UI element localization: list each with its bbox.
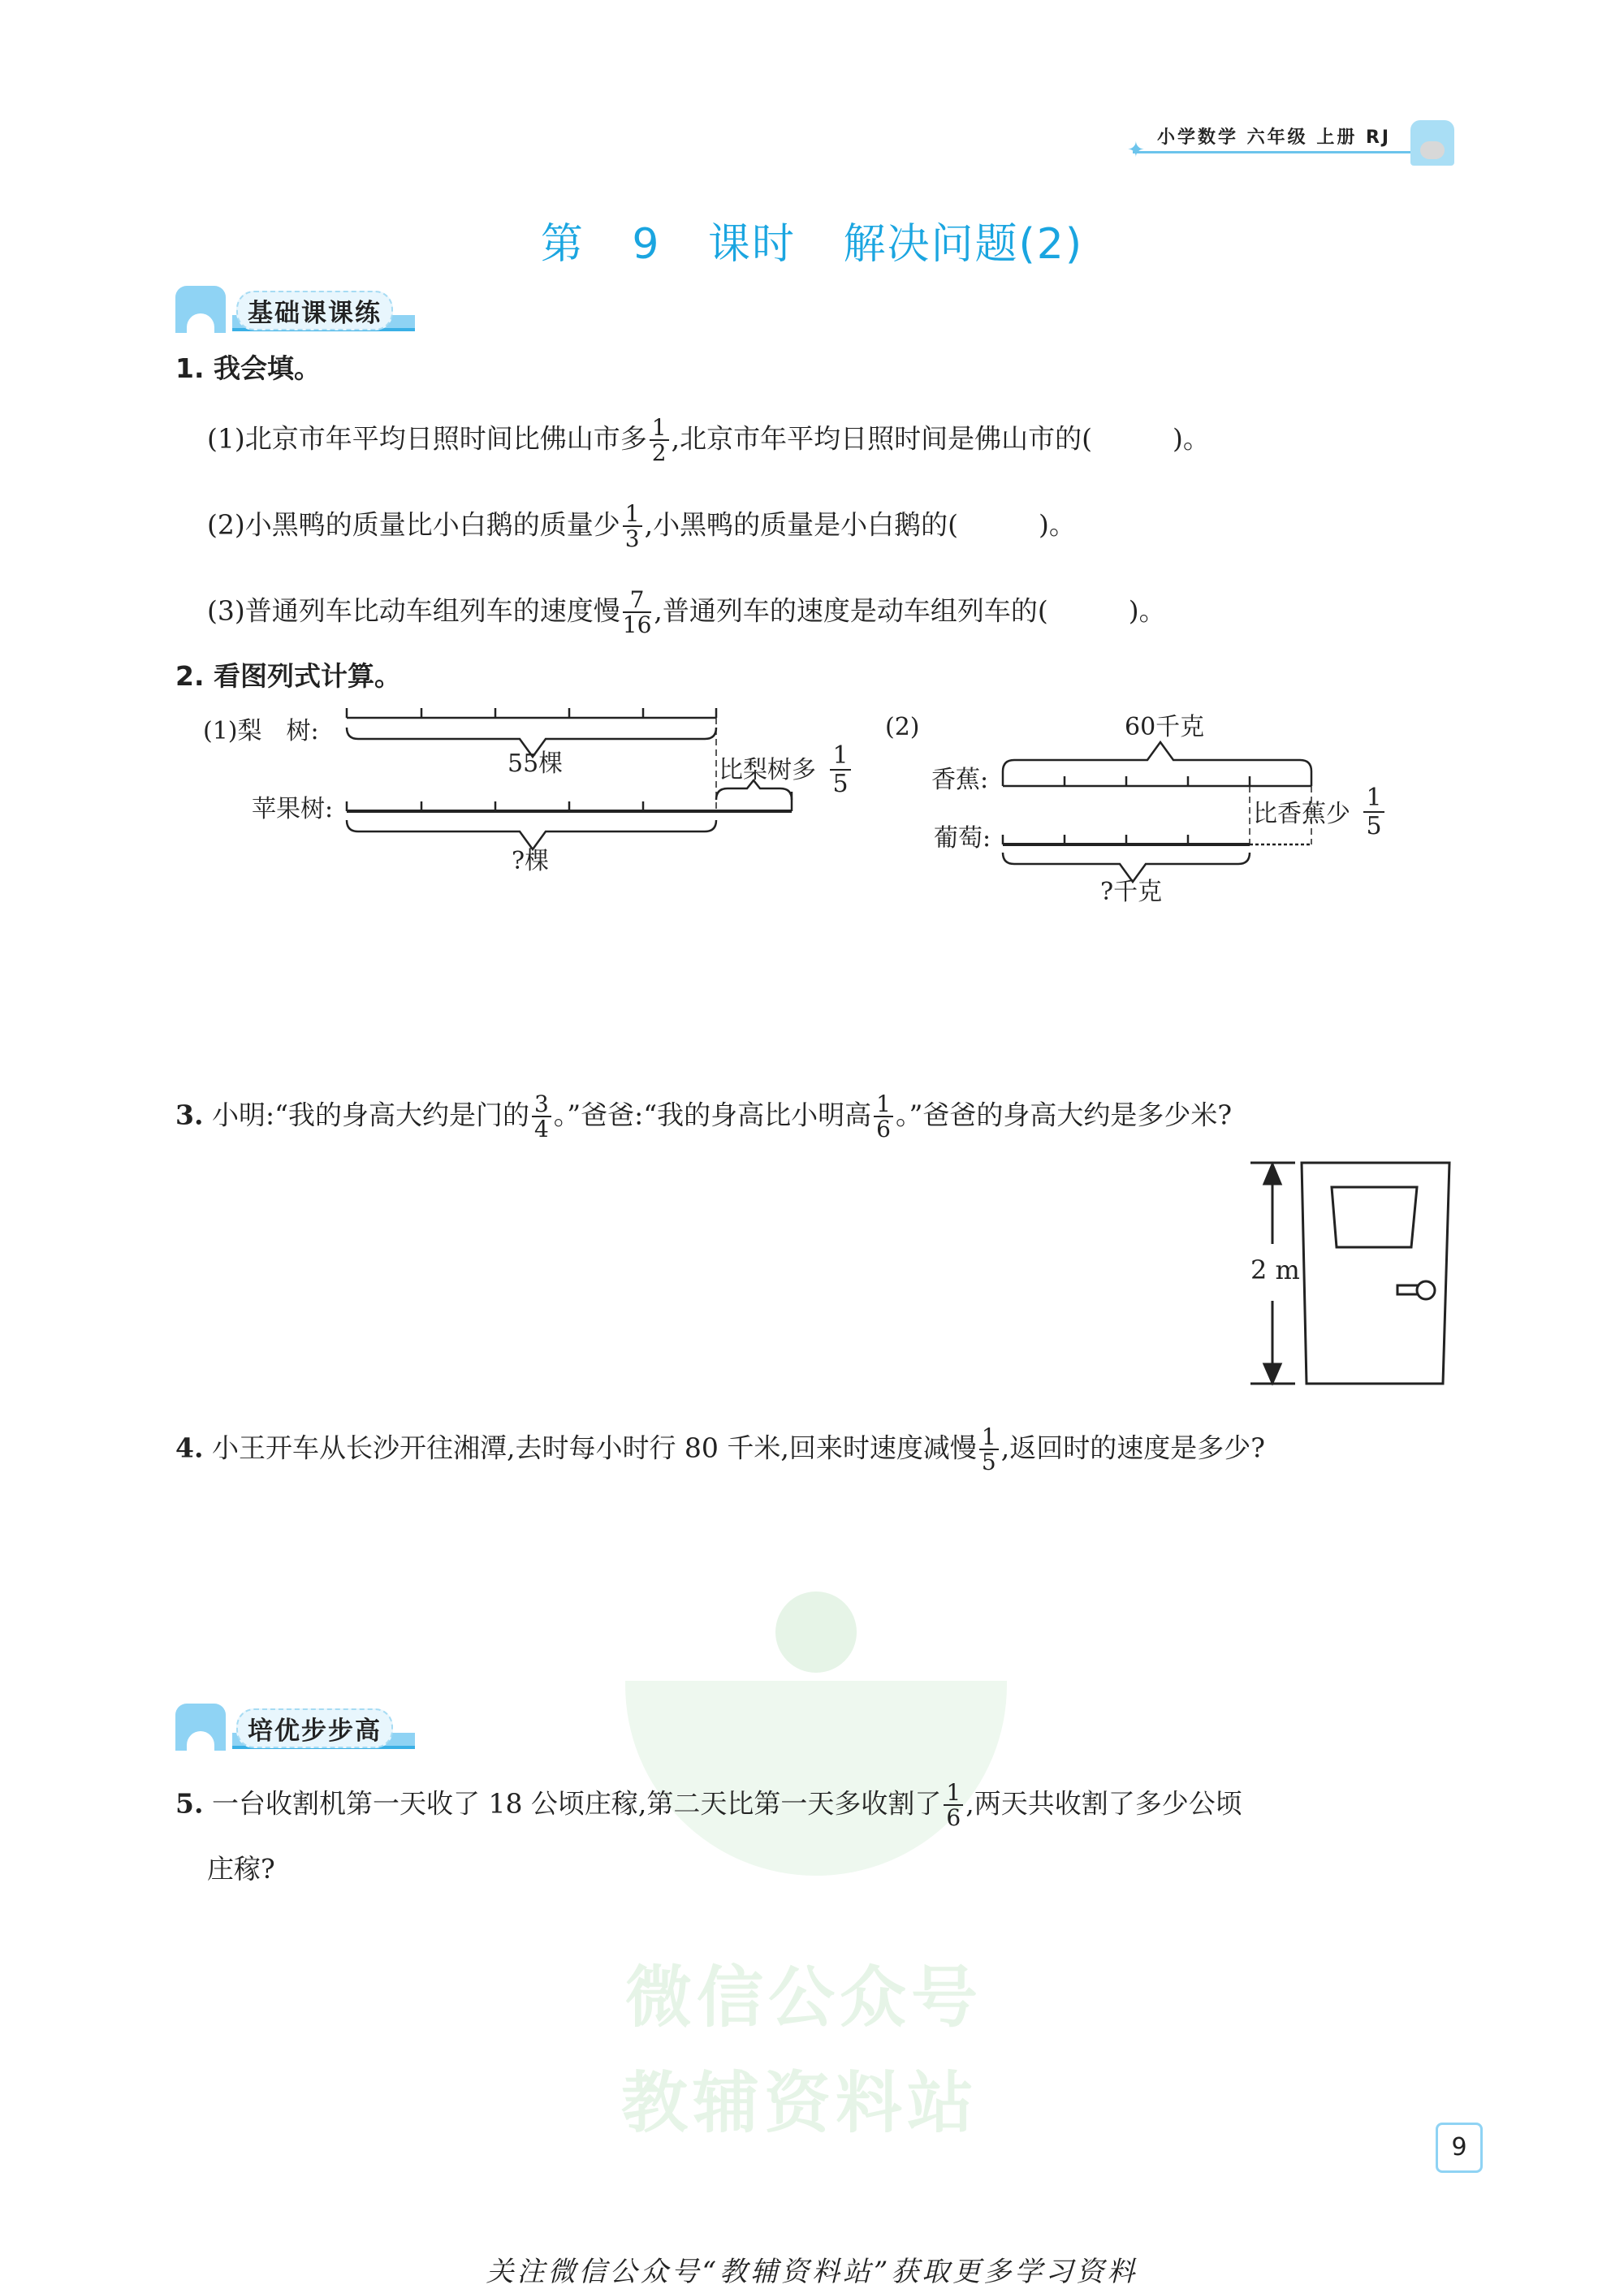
question-5-line-2: 庄稼? [207,1853,275,1885]
star-icon: ✦ [1127,138,1145,162]
frac-num: 1 [1366,784,1382,812]
door-height-label: 2 m [1250,1255,1300,1285]
watermark-text-2: 教辅资料站 [621,2065,979,2142]
diagram-2-tag: (2) [885,713,920,741]
question-3: 3. 小明:“我的身高大约是门的 $\frac{3}{4}$ 。”爸爸:“我的身高比小明高 $\frac{1}{6}$ 。”爸爸的身高大约是多少米? [175,1091,1233,1143]
section-title: 基础课课练 [236,291,393,330]
section-title: 培优步步高 [236,1708,393,1748]
q-label: 我会填。 [214,352,321,384]
bear-icon [175,1704,226,1751]
question-1-3: (3)普通列车比动车组列车的速度慢 $\frac{7}{16}$ ,普通列车的速度是动车组列车的( )。 [207,586,1166,639]
unknown-label: ?千克 [1100,878,1163,906]
question-4: 4. 小王开车从长沙开往湘潭,去时每小时行 80 千米,回来时速度减慢 $\frac{1}{5}$ ,返回时的速度是多少? [175,1423,1265,1476]
footer-note: 关注微信公众号“教辅资料站”获取更多学习资料 [486,2256,1138,2288]
less-label: 比香蕉少 [1253,800,1350,828]
q-number: 1. [175,352,205,384]
unknown-label: ?棵 [512,847,550,875]
apple-label: 苹果树: [252,795,334,823]
more-label: 比梨树多 [719,756,816,784]
frac-den: 5 [1366,812,1382,840]
page-title: 第 9 课时 解决问题(2) [540,220,1084,269]
banana-label: 香蕉: [931,766,989,794]
pear-label: (1)梨 树: [203,717,319,745]
total-label: 60千克 [1125,713,1205,741]
book-header: 小学数学 六年级 上册 RJ [1157,127,1392,148]
grape-label: 葡萄: [934,824,991,853]
total-label: 55棵 [508,749,564,778]
frac-den: 5 [832,770,849,798]
question-2-heading: 2. 看图列式计算。 [175,660,401,692]
watermark-text-1: 微信公众号 [625,1959,983,2036]
frac-num: 1 [832,741,849,770]
question-1-2: (2)小黑鸭的质量比小白鹅的质量少 $\frac{1}{3}$ ,小黑鸭的质量是小白鹅的( )。 [207,500,1076,553]
question-1-1: (1)北京市年平均日照时间比佛山市多 $\frac{1}{2}$ ,北京市年平均日照时间是佛山市的( )。 [207,414,1210,467]
question-5: 5. 一台收割机第一天收了 18 公顷庄稼,第二天比第一天多收割了 $\frac{1}{6}$ ,两天共收割了多少公顷 [175,1779,1242,1832]
page-number: 9 [1436,2123,1483,2173]
section-banner-advanced [175,1704,415,1749]
